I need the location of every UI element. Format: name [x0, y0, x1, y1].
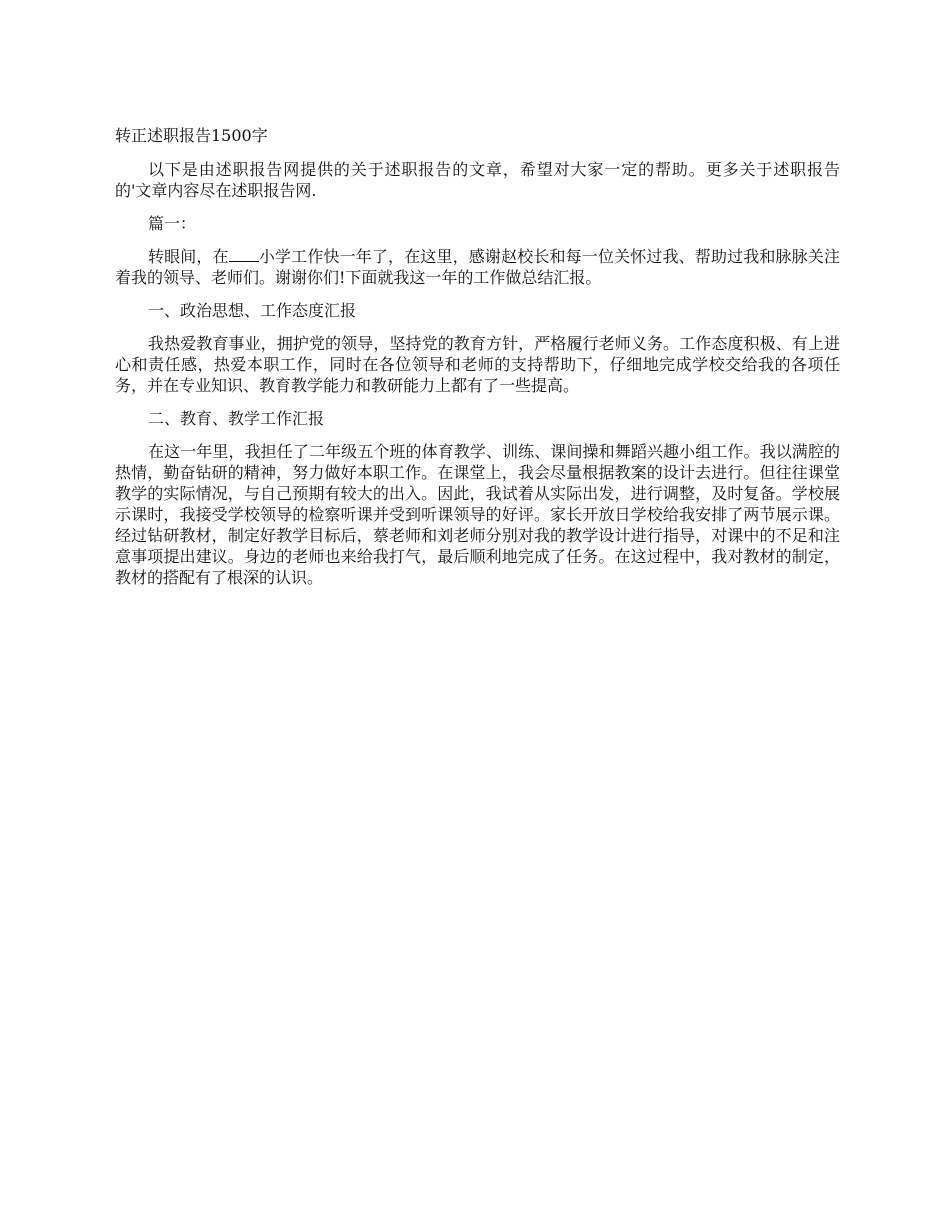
intro-paragraph: 以下是由述职报告网提供的关于述职报告的文章，希望对大家一定的帮助。更多关于述职报告的'文章内容尽在述职报告网.	[115, 160, 840, 200]
section1-paragraph: 我热爱教育事业，拥护党的领导，坚持党的教育方针，严格履行老师义务。工作态度积极、有上进心和责任感，热爱本职工作，同时在各位领导和老师的支持帮助下，仔细地完成学校交给我的各项任务，并在专业知识、教育教学能力和教研能力上都有了一些提高。	[115, 334, 840, 395]
document-title: 转正述职报告1500字	[115, 126, 268, 145]
opening-paragraph	[115, 246, 840, 288]
document-page	[115, 125, 840, 600]
opening-text-before: 转眼间，在	[148, 247, 229, 266]
section1-heading: 一、政治思想、工作态度汇报	[148, 301, 357, 320]
opening-text-after: 小学工作快一年了，在这里，感谢赵校长和每一位关怀过我、帮助过我和脉脉关注着我的领导、老师们。谢谢你们!下面就我这一年的工作做总结汇报。	[115, 247, 840, 287]
section2-paragraph: 在这一年里，我担任了二年级五个班的体育教学、训练、课间操和舞蹈兴趣小组工作。我以满腔的热情，勤奋钻研的精神，努力做好本职工作。在课堂上，我会尽量根据教案的设计去进行。但往往课堂教学的实际情况，与自己预期有较大的出入。因此，我试着从实际出发，进行调整，及时复备。学校展示课时，我接受学校领导的检察听课并受到听课领导的好评。家长开放日学校给我安排了两节展示课。经过钻研教材，制定好教学目标后，蔡老师和刘老师分别对我的教学设计进行指导，对课中的不足和注意事项提出建议。身边的老师也来给我打气，最后顺利地完成了任务。在这过程中，我对教材的制定，教材的搭配有了根深的认识。	[115, 442, 840, 587]
part-label: 篇一：	[148, 214, 197, 233]
section2-heading: 二、教育、教学工作汇报	[148, 409, 325, 428]
blank-underline	[229, 246, 259, 262]
